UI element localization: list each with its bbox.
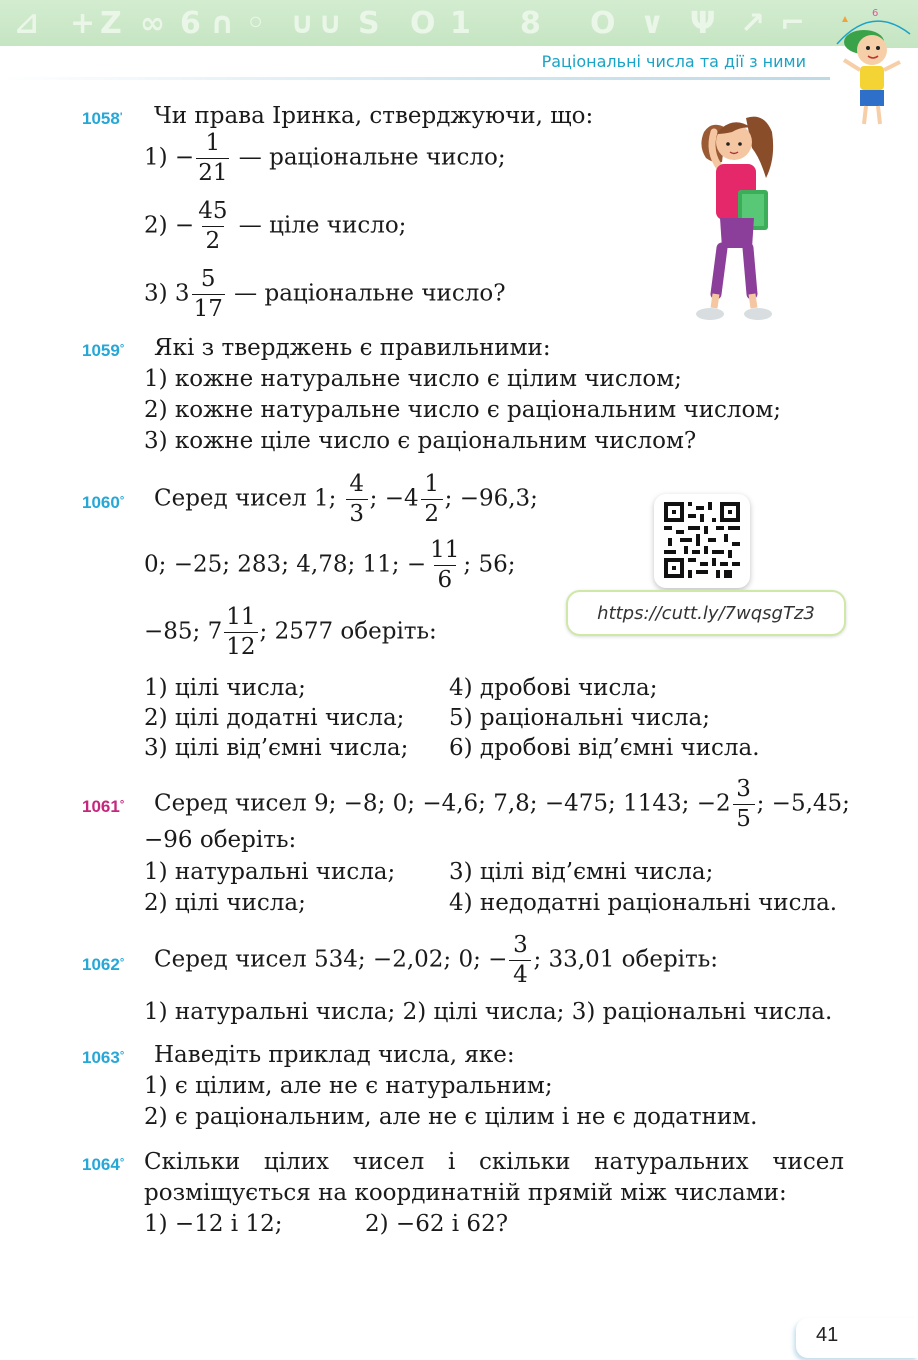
problem-item: 2) цілі додатні числа; — [144, 705, 405, 731]
fraction: $\frac{1}{2}$ — [421, 473, 443, 526]
problem-item: 1) − $\frac{1}{21}$ — раціональне число; — [144, 130, 506, 186]
problem-number: 1062° — [82, 955, 125, 974]
problem-item: 4) недодатні раціональні числа. — [449, 890, 838, 916]
problem-item: 3) цілі від’ємні числа; — [449, 859, 714, 885]
problem-item: 1) натуральні числа; — [144, 859, 396, 885]
problem-item: 3) 3 $\frac{5}{17}$ — раціональне число? — [144, 266, 506, 322]
problem-line: Серед чисел 1; $\frac{4}{3}$ ; −4 $\frac{1}{2}$ ; −96,3; — [154, 471, 538, 527]
fraction: $\frac{3}{4}$ — [509, 934, 531, 987]
qr-code-icon — [664, 502, 740, 578]
header-banner — [0, 0, 918, 48]
fraction: $\frac{4}{3}$ — [346, 473, 368, 526]
problem-number: 1060° — [82, 493, 125, 512]
problem-number: 1059° — [82, 341, 125, 360]
problem-question: Чи права Іринка, стверджуючи, що: — [154, 103, 594, 129]
problem-number: 1064° — [82, 1155, 125, 1174]
fraction: $\frac{3}{5}$ — [733, 778, 755, 831]
problem-item: 2) є раціональним, але не є цілим і не є додатним. — [144, 1104, 758, 1130]
problem-item: 5) раціональні числа; — [449, 705, 711, 731]
problem-item: 1) −12 і 12; — [144, 1211, 283, 1237]
problem-item: 2) кожне натуральне число є раціональним числом; — [144, 397, 782, 423]
fraction: $\frac{45}{2}$ — [198, 198, 228, 254]
fraction: $\frac{11}{12}$ — [226, 604, 256, 660]
problem-line: Серед чисел 534; −2,02; 0; − $\frac{3}{4}$ ; 33,01 оберіть: — [154, 932, 719, 988]
chapter-title: Раціональні числа та дії з ними — [541, 52, 806, 71]
problem-item: 3) кожне ціле число є раціональним числом? — [144, 428, 697, 454]
fraction: $\frac{5}{17}$ — [193, 266, 223, 322]
decorative-math-symbols: ⊿ + Z ∞ 6 ∩ ◦ ∪ ∪ S O 1 8 O ∨ Ψ ↗ ⌐ — [14, 6, 806, 41]
problem-line: Серед чисел 9; −8; 0; −4,6; 7,8; −475; 1143; −2 $\frac{3}{5}$ ; −5,45; — [154, 776, 850, 832]
problem-line: 0; −25; 283; 4,78; 11; − $\frac{11}{6}$ ; 56; — [144, 537, 516, 593]
problem-question: Які з тверджень є правильними: — [154, 335, 551, 361]
fraction: $\frac{11}{6}$ — [430, 537, 460, 593]
problem-line: −96 оберіть: — [144, 827, 297, 853]
page-number: 41 — [816, 1324, 839, 1346]
problem-number: 1063° — [82, 1048, 125, 1067]
problem-line: розміщується на координатній прямій між числами: — [144, 1180, 787, 1206]
problem-line: −85; 7 $\frac{11}{12}$ ; 2577 оберіть: — [144, 604, 437, 660]
qr-link[interactable]: https://cutt.ly/7wqsgTz3 — [566, 590, 846, 636]
problem-question: Наведіть приклад числа, яке: — [154, 1042, 515, 1068]
problem-item: 1) натуральні числа; 2) цілі числа; 3) раціональні числа. — [144, 999, 833, 1025]
qr-code[interactable] — [654, 494, 750, 588]
problem-line: Скільки цілих чисел і скільки натуральних чисел — [144, 1149, 844, 1175]
page-number-tab — [796, 1318, 918, 1358]
problem-number: 1058' — [82, 109, 123, 128]
girl-illustration — [686, 108, 776, 322]
problem-item: 6) дробові від’ємні числа. — [449, 735, 760, 761]
problem-number: 1061° — [82, 797, 125, 816]
problem-item: 1) є цілим, але не є натуральним; — [144, 1073, 553, 1099]
problem-item: 4) дробові числа; — [449, 675, 658, 701]
svg-text:6: 6 — [872, 8, 879, 19]
problem-item: 3) цілі від’ємні числа; — [144, 735, 409, 761]
problem-item: 2) − $\frac{45}{2}$ — ціле число; — [144, 198, 407, 254]
problem-item: 1) кожне натуральне число є цілим числом; — [144, 366, 682, 392]
problem-item: 2) −62 і 62? — [365, 1211, 509, 1237]
problem-item: 1) цілі числа; — [144, 675, 306, 701]
problem-item: 2) цілі числа; — [144, 890, 306, 916]
header-divider — [0, 77, 830, 80]
fraction: $\frac{1}{21}$ — [198, 130, 228, 186]
boy-illustration — [832, 4, 914, 128]
